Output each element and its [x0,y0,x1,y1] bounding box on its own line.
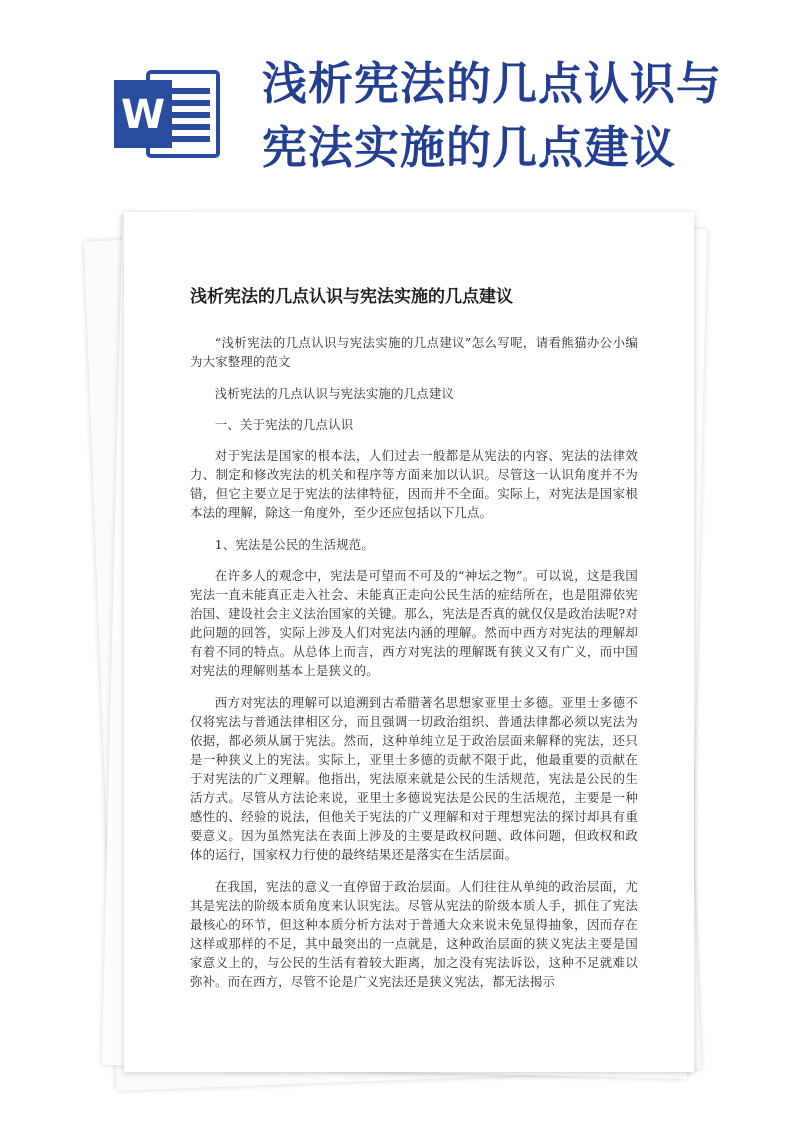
banner-title-line-2: 宪法实施的几点建议 [262,121,677,174]
paragraph-body-4: 在我国，宪法的意义一直停留于政治层面。人们往往从单纯的政治层面，尤其是宪法的阶级本质角度来认识宪法。尽管从宪法的阶级本质人手，抓住了宪法最核心的环节，但这种本质分析方法对于普通大众来说未免显得抽象，因而存在这样或那样的不足，其中最突出的一点就是，这种政治层面的狭义宪法主要是国家意义上的，与公民的生活有着较大距离，加之没有宪法诉讼，这种不足就难以弥补。而在西方，尽管不论是广义宪法还是狭义宪法，都无法揭示 [190,879,638,989]
banner-title-line-1: 浅析宪法的几点认识与 [262,57,723,110]
document-body [190,282,638,1004]
paragraph-body-1: 对于宪法是国家的根本法，人们过去一般都是从宪法的内容、宪法的法律效力、制定和修改宪法的机关和程序等方面来加以认识。尽管这一认识角度并不为错，但它主要立足于宪法的法律特征，因而并不全面。实际上，对宪法是国家根本法的理解，除这一角度外，至少还应包括以下几点。 [190,448,638,520]
word-document-icon [112,66,222,162]
banner-title [262,52,782,180]
paragraph-subtitle: 浅析宪法的几点认识与宪法实施的几点建议 [214,386,455,401]
subsection-heading-1: 1、宪法是公民的生活规范。 [214,537,374,552]
word-icon-letter: W [120,92,166,138]
document-title: 浅析宪法的几点认识与宪法实施的几点建议 [190,287,513,307]
paragraph-body-3: 西方对宪法的理解可以追溯到古希腊著名思想家亚里士多德。亚里士多德不仅将宪法与普通法律相区分，而且强调一切政治组织、普通法律都必须以宪法为依据，都必须从属于宪法。然而，这种单纯立足于政治层面来解释的宪法，还只是一种狭义上的宪法。实际上，亚里士多德的贡献不限于此，他最重要的贡献在于对宪法的广义理解。他指出，宪法原来就是公民的生活规范，宪法是公民的生活方式。尽管从方法论来说，亚里士多德说宪法是公民的生活规范，主要是一种感性的、经验的说法，但他关于宪法的广义理解和对于理想宪法的探讨却具有重要意义。因为虽然宪法在表面上涉及的主要是政权问题、政体问题，但政权和政体的运行，国家权力行使的最终结果还是落实在生活层面。 [190,695,638,862]
document-page [124,212,694,1072]
paragraph-intro: “浅析宪法的几点认识与宪法实施的几点建议”怎么写呢，请看熊猫办公小编为大家整理的范文 [190,335,638,369]
header-banner [0,0,800,200]
section-heading-1: 一、关于宪法的几点认识 [214,417,354,432]
paragraph-body-2: 在许多人的观念中，宪法是可望而不可及的“神坛之物”。可以说，这是我国宪法一直未能真正走入社会、未能真正走向公民生活的症结所在，也是阻滞依宪治国、建设社会主义法治国家的关键。那么，宪法是否真的就仅仅是政治法呢?对此问题的回答，实际上涉及人们对宪法内涵的理解。然而中西方对宪法的理解却有着不同的特点。从总体上而言，西方对宪法的理解既有狭义又有广义，而中国对宪法的理解则基本上是狭义的。 [190,568,638,678]
